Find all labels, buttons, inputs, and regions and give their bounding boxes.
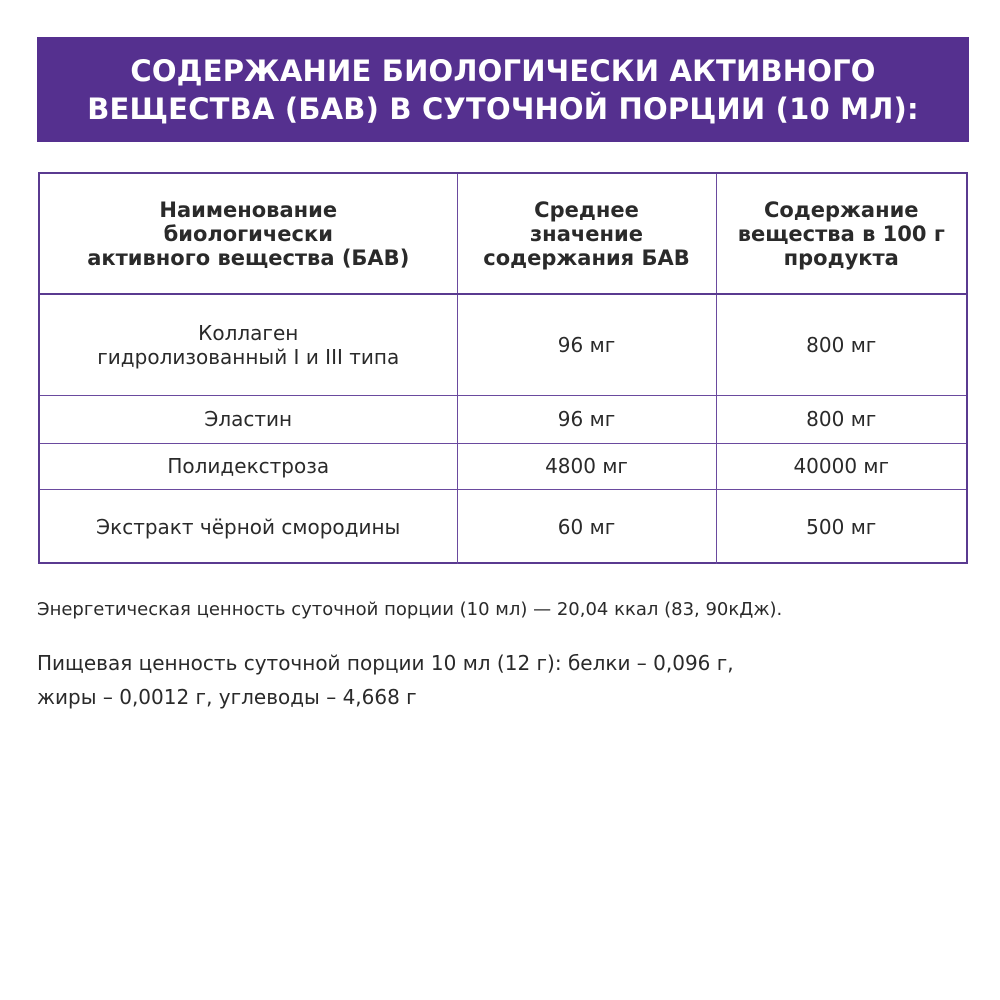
table-header-row [40, 174, 966, 294]
cell-substance-name: Полидекстроза [40, 443, 457, 489]
cell-content-per-100g: 800 мг [716, 395, 966, 443]
nutrition-line-2: жиры – 0,0012 г, углеводы – 4,668 г [37, 685, 417, 709]
cell-content-per-100g: 500 мг [716, 489, 966, 564]
header-text-line: содержания БАВ [483, 245, 690, 270]
title-line-1: СОДЕРЖАНИЕ БИОЛОГИЧЕСКИ АКТИВНОГО [130, 53, 876, 88]
cell-average-content: 96 мг [457, 294, 716, 395]
cell-content-per-100g: 40000 мг [716, 443, 966, 489]
cell-average-content: 4800 мг [457, 443, 716, 489]
header-text-line: активного вещества (БАВ) [87, 245, 410, 270]
header-substance-name [40, 174, 457, 294]
header-average-content [457, 174, 716, 294]
cell-average-content: 60 мг [457, 489, 716, 564]
header-text-line: Среднее [534, 197, 639, 222]
table-row [40, 294, 966, 395]
table-row [40, 395, 966, 443]
header-text-line: Содержание [763, 197, 919, 222]
header-content-per-100g [716, 174, 966, 294]
bav-table [38, 172, 968, 564]
header-text-line: вещества в 100 г [737, 221, 945, 246]
header-text-line: биологически [163, 221, 333, 246]
title-line-2: ВЕЩЕСТВА (БАВ) В СУТОЧНОЙ ПОРЦИИ (10 МЛ): [87, 91, 919, 126]
cell-substance-name: Экстракт чёрной смородины [40, 489, 457, 564]
header-text-line: Наименование [159, 197, 338, 222]
nutrition-line-1: Пищевая ценность суточной порции 10 мл (12 г): белки – 0,096 г, [37, 651, 734, 675]
cell-substance-name: Эластин [40, 395, 457, 443]
table-row [40, 443, 966, 489]
cell-content-per-100g: 800 мг [716, 294, 966, 395]
cell-text-line: гидролизованный I и III типа [97, 344, 400, 369]
nutrition-value-note [37, 646, 734, 714]
cell-text-line: Коллаген [198, 320, 299, 345]
title-banner [37, 37, 969, 142]
header-text-line: продукта [783, 245, 899, 270]
header-text-line: значение [529, 221, 643, 246]
table-row [40, 489, 966, 564]
cell-substance-name [40, 294, 457, 395]
cell-average-content: 96 мг [457, 395, 716, 443]
energy-value-note: Энергетическая ценность суточной порции (10 мл) — 20,04 ккал (83, 90кДж). [37, 599, 783, 620]
